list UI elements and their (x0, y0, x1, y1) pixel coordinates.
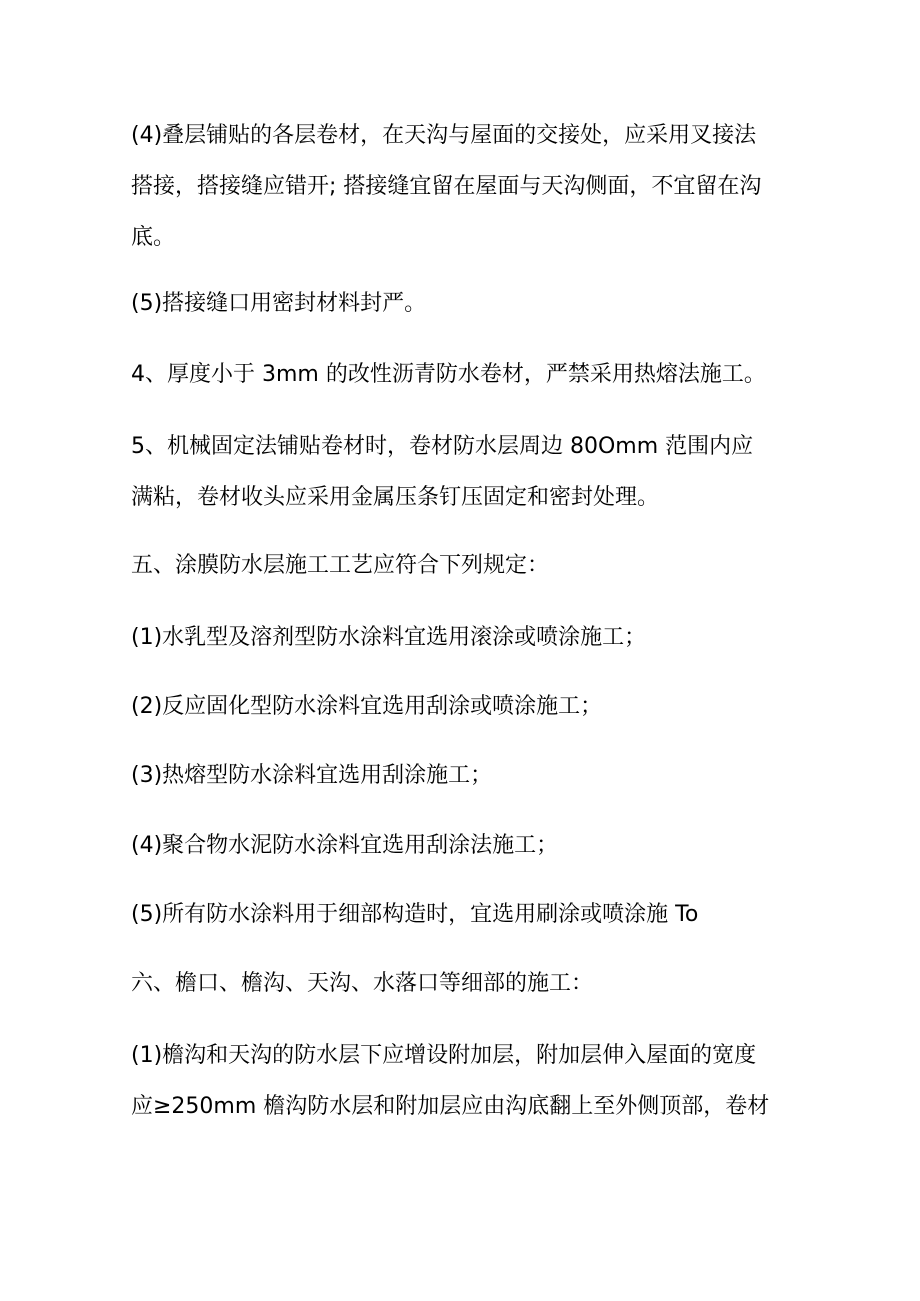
paragraph-section-4-thickness (131, 349, 821, 400)
paragraph-coating-item-2 (131, 681, 821, 732)
paragraph-item-5-sealing (131, 278, 821, 329)
text-line: (4)聚合物水泥防水涂料宜选用刮涂法施工； (131, 833, 559, 858)
paragraph-coating-item-3 (131, 750, 821, 801)
text-line: 满粘，卷材收头应采用金属压条钉压固定和密封处理。 (131, 485, 660, 510)
text-line: (5)搭接缝口用密封材料封严。 (131, 291, 427, 316)
text-line: 六、檐口、檐沟、天沟、水落口等细部的施工： (131, 971, 594, 996)
text-line: (4)叠层铺贴的各层卷材，在天沟与屋面的交接处，应采用叉接法 (131, 123, 757, 148)
text-line: 4、厚度小于 3mm 的改性沥青防水卷材，严禁采用热熔法施工。 (131, 362, 766, 387)
text-line: (5)所有防水涂料用于细部构造时，宜选用刷涂或喷涂施 To (131, 902, 699, 927)
text-line: (1)水乳型及溶剂型防水涂料宜选用滚涂或喷涂施工； (131, 625, 647, 650)
text-line: 搭接，搭接缝应错开; 搭接缝宜留在屋面与天沟侧面，不宜留在沟 (131, 174, 762, 199)
paragraph-section-5-mechanical-fixing (131, 421, 821, 523)
text-line: (2)反应固化型防水涂料宜选用刮涂或喷涂施工； (131, 694, 603, 719)
text-line: 底。 (131, 225, 176, 250)
text-line: 五、涂膜防水层施工工艺应符合下列规定： (131, 553, 550, 578)
text-line: 5、机械固定法铺贴卷材时，卷材防水层周边 80Omm 范围内应 (131, 434, 754, 459)
text-line: 应≥250mm 檐沟防水层和附加层应由沟底翻上至外侧顶部，卷材 (131, 1094, 770, 1119)
paragraph-coating-item-1 (131, 612, 821, 663)
section-heading-eaves-details (131, 958, 821, 1009)
section-heading-coating-membrane (131, 540, 821, 591)
paragraph-coating-item-5 (131, 889, 821, 940)
paragraph-item-4-lapping (131, 110, 821, 263)
text-line: (3)热熔型防水涂料宜选用刮涂施工； (131, 763, 493, 788)
paragraph-coating-item-4 (131, 820, 821, 871)
text-line: (1)檐沟和天沟的防水层下应增设附加层，附加层伸入屋面的宽度 (131, 1043, 757, 1068)
paragraph-eaves-item-1 (131, 1030, 821, 1132)
